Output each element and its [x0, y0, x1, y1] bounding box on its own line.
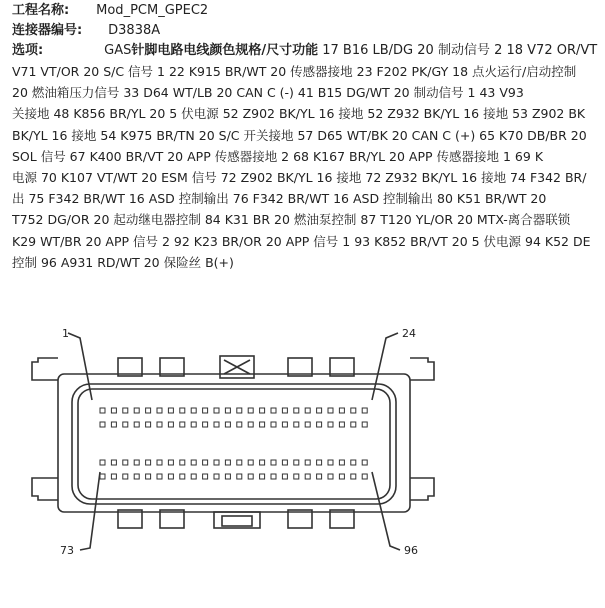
pin-cavity	[305, 422, 310, 427]
right-upper-ear	[410, 358, 434, 380]
pin-cavity	[100, 408, 105, 413]
pin-cavity	[294, 408, 299, 413]
pin-cavity	[134, 460, 139, 465]
pin-cavity	[123, 474, 128, 479]
pin-cavity	[180, 460, 185, 465]
options-line: 控制 96 A931 RD/WT 20 保险丝 B(+)	[12, 254, 234, 270]
pin-cavity	[225, 460, 230, 465]
pin-cavity	[237, 422, 242, 427]
pin-cavity	[271, 474, 276, 479]
pin-cavity	[203, 422, 208, 427]
options-line: 关接地 48 K856 BR/YL 20 5 伏电源 52 Z902 BK/YL 16 接地 52 Z932 BK/YL 16 接地 53 Z902 BK	[12, 106, 586, 122]
pin-cavity	[191, 408, 196, 413]
pin-cavity	[271, 460, 276, 465]
pin-cavity	[134, 422, 139, 427]
pin-cavity	[100, 460, 105, 465]
pin-cavity	[237, 408, 242, 413]
pin-cavity	[282, 460, 287, 465]
pin-cavity	[351, 422, 356, 427]
pin-cavity	[191, 422, 196, 427]
pin-cavity	[248, 474, 253, 479]
pin-cavity	[305, 474, 310, 479]
pin-label-73: 73	[60, 544, 74, 557]
pin-cavity	[328, 408, 333, 413]
pin-label-96: 96	[404, 544, 418, 557]
connector-value: D3838A	[108, 23, 161, 38]
pin-cavity	[168, 474, 173, 479]
pin-cavity	[157, 474, 162, 479]
connector-inner2	[78, 389, 390, 499]
pin-cavity	[282, 474, 287, 479]
pin-cavity	[180, 474, 185, 479]
pin-cavity	[111, 474, 116, 479]
pin-cavity	[339, 408, 344, 413]
options-line: 20 燃油箱压力信号 33 D64 WT/LB 20 CAN C (-) 41 B15 DG/WT 20 制动信号 1 43 V93	[12, 85, 524, 101]
project-value: Mod_PCM_GPEC2	[96, 3, 209, 18]
pin-cavity	[282, 408, 287, 413]
options-line: 出 75 F342 BR/WT 16 ASD 控制输出 76 F342 BR/WT 16 ASD 控制输出 80 K51 BR/WT 20	[12, 191, 547, 207]
pin-cavity	[146, 474, 151, 479]
leader-24	[372, 333, 398, 400]
pin-cavity	[168, 408, 173, 413]
pin-cavity	[157, 460, 162, 465]
pin-label-1: 1	[62, 327, 69, 340]
pin-cavity	[328, 422, 333, 427]
connector-label: 连接器编号:	[12, 23, 83, 38]
pin-cavity	[134, 408, 139, 413]
options-line: K29 WT/BR 20 APP 信号 2 92 K23 BR/OR 20 APP 信号 1 93 K852 BR/VT 20 5 伏电源 94 K52 DE	[12, 233, 591, 249]
pin-cavity	[305, 408, 310, 413]
pin-cavity	[168, 460, 173, 465]
pin-cavity	[317, 460, 322, 465]
pin-cavity	[317, 408, 322, 413]
options-row	[12, 41, 597, 61]
pin-cavity	[214, 408, 219, 413]
pin-cavity	[168, 422, 173, 427]
pin-cavity	[157, 422, 162, 427]
pin-cavity	[294, 474, 299, 479]
pin-cavity	[203, 408, 208, 413]
pin-cavity	[305, 460, 310, 465]
pin-cavity	[111, 422, 116, 427]
pin-cavity	[328, 474, 333, 479]
pin-cavity	[203, 460, 208, 465]
pin-cavity	[203, 474, 208, 479]
pin-cavity	[111, 408, 116, 413]
pin-cavity	[146, 422, 151, 427]
pin-cavity	[180, 422, 185, 427]
options-line: BK/YL 16 接地 54 K975 BR/TN 20 S/C 开关接地 57 D65 WT/BK 20 CAN C (+) 65 K70 DB/BR 20	[12, 127, 587, 143]
pin-cavity	[351, 474, 356, 479]
pin-cavity	[180, 408, 185, 413]
options-line: V71 VT/OR 20 S/C 信号 1 22 K915 BR/WT 20 传感器接地 23 F202 PK/GY 18 点火运行/启动控制	[12, 64, 577, 79]
options-line: T752 DG/OR 20 起动继电器控制 84 K31 BR 20 燃油泵控制 87 T120 YL/OR 20 MTX-离合器联锁	[12, 212, 571, 228]
pin-cavity	[111, 460, 116, 465]
connector-diagram	[0, 300, 605, 600]
options-line: 电源 70 K107 VT/WT 20 ESM 信号 72 Z902 BK/YL 16 接地 72 Z932 BK/YL 16 接地 74 F342 BR/	[12, 169, 587, 185]
pin-cavity	[225, 408, 230, 413]
pin-cavity	[339, 474, 344, 479]
pin-cavity	[146, 408, 151, 413]
pin-cavity	[225, 422, 230, 427]
right-lower-ear	[410, 478, 434, 500]
pin-cavity	[134, 474, 139, 479]
pin-cavity	[260, 422, 265, 427]
left-upper-ear	[32, 358, 58, 380]
pin-cavity	[214, 460, 219, 465]
pin-cavity	[123, 422, 128, 427]
pin-cavity	[214, 474, 219, 479]
options-title: 针脚电路电线颜色规格/尺寸功能	[131, 43, 319, 58]
pin-cavity	[100, 474, 105, 479]
pin-cavity	[260, 408, 265, 413]
left-lower-ear	[32, 478, 58, 500]
pin-cavity	[248, 408, 253, 413]
options-label: 选项:	[12, 43, 44, 58]
pin-cavity	[157, 408, 162, 413]
connector-inner	[72, 384, 396, 504]
pin-cavity	[191, 474, 196, 479]
pin-cavity	[237, 474, 242, 479]
options-line: SOL 信号 67 K400 BR/VT 20 APP 传感器接地 2 68 K167 BR/YL 20 APP 传感器接地 1 69 K	[12, 148, 544, 164]
key-cross	[224, 360, 250, 374]
pin-cavity	[294, 460, 299, 465]
pin-cavity	[260, 460, 265, 465]
pin-cavity	[362, 408, 367, 413]
pin-cavity	[260, 474, 265, 479]
pin-cavity	[248, 460, 253, 465]
pin-cavity	[271, 408, 276, 413]
pin-cavity	[317, 474, 322, 479]
pin-cavity	[191, 460, 196, 465]
connector-outer	[58, 374, 410, 512]
pin-cavity	[123, 460, 128, 465]
bottom-latch-inner	[222, 516, 252, 526]
connector-row	[12, 21, 160, 41]
pin-cavity	[339, 460, 344, 465]
pin-cavity	[100, 422, 105, 427]
pin-cavity	[225, 474, 230, 479]
pin-label-24: 24	[402, 327, 416, 340]
pin-cavity	[362, 460, 367, 465]
project-label: 工程名称:	[12, 3, 70, 18]
pin-cavity	[351, 460, 356, 465]
pin-cavity	[282, 422, 287, 427]
pin-cavity	[237, 460, 242, 465]
pin-cavity	[294, 422, 299, 427]
pin-cavity	[339, 422, 344, 427]
pin-cavity	[362, 422, 367, 427]
pin-cavity	[248, 422, 253, 427]
pin-cavity	[271, 422, 276, 427]
pin-cavity	[351, 408, 356, 413]
options-rest: 17 B16 LB/DG 20 制动信号 2 18 V72 OR/VT	[318, 43, 598, 58]
project-row	[12, 1, 208, 21]
options-lead: GAS	[104, 43, 132, 58]
pin-cavity	[146, 460, 151, 465]
pin-cavity	[123, 408, 128, 413]
leader-73	[80, 472, 100, 550]
pin-cavity	[328, 460, 333, 465]
pin-cavity	[214, 422, 219, 427]
options-body	[12, 61, 605, 273]
pin-cavity	[317, 422, 322, 427]
pin-grid	[100, 408, 367, 479]
pin-cavity	[362, 474, 367, 479]
